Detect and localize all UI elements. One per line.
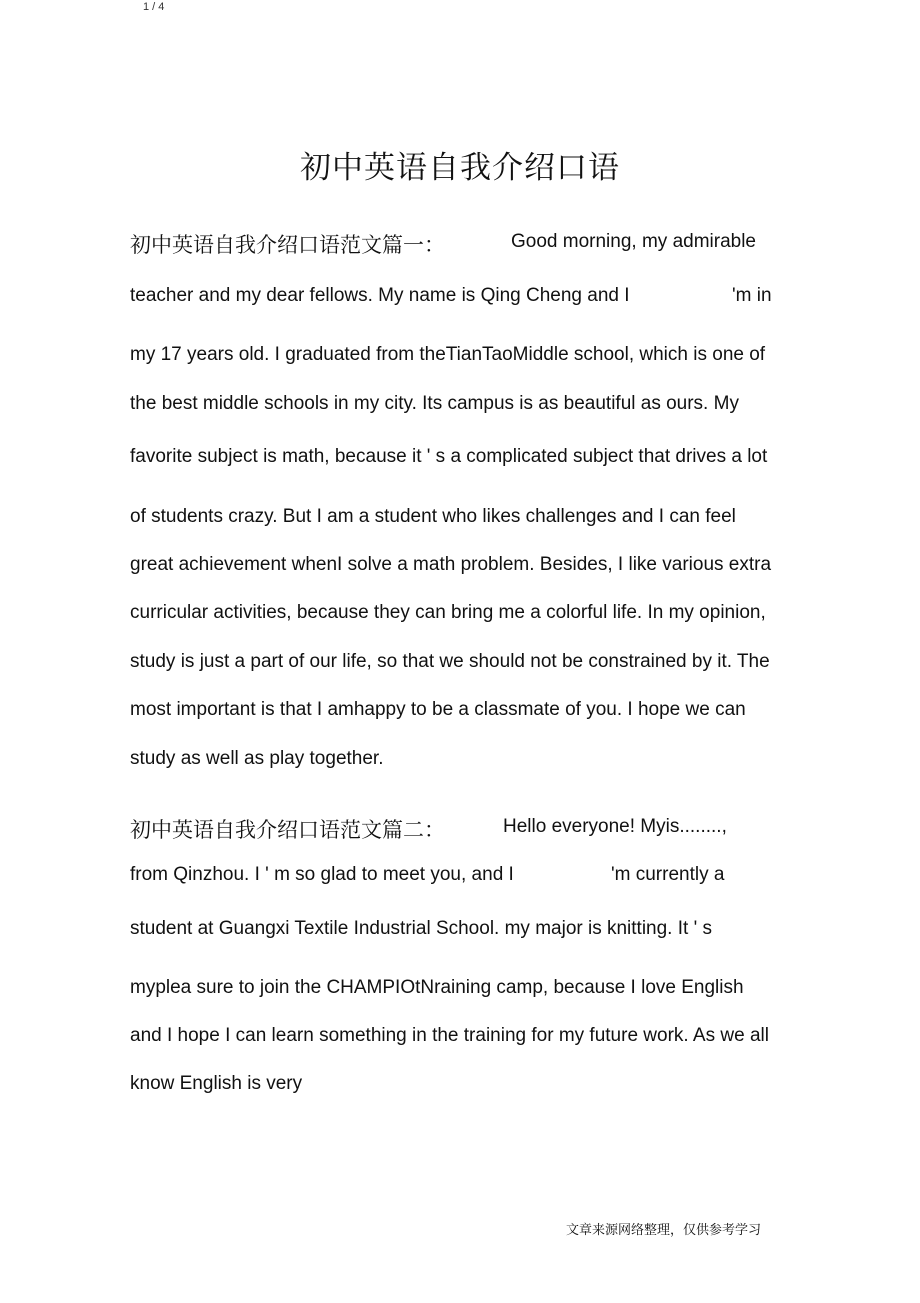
section2-line: student at Guangxi Textile Industrial School. my major is knitting. It ' s [130,918,712,939]
document-title: 初中英语自我介绍口语 [300,150,620,186]
section2-line: 'm currently a [611,864,725,885]
section1-line: study as well as play together. [130,748,384,769]
section1-heading: 初中英语自我介绍口语范文篇一： [130,233,445,257]
section1-line: teacher and my dear fellows. My name is Qing Cheng and I [130,285,630,306]
page-indicator: 1 / 4 [143,1,165,13]
section2-heading: 初中英语自我介绍口语范文篇二： [130,818,445,842]
section1-line: curricular activities, because they can bring me a colorful life. In my opinion, [130,602,766,623]
section2-line: and I hope I can learn something in the training for my future work. As we all [130,1025,769,1046]
footer-note: 文章来源网络整理，仅供参考学习 [566,1223,762,1238]
section1-line: Good morning, my admirable [511,231,756,252]
section1-line: great achievement whenI solve a math problem. Besides, I like various extra [130,554,772,575]
section1-line: favorite subject is math, because it ' s a complicated subject that drives a lot [130,446,768,467]
section1-line: study is just a part of our life, so that we should not be constrained by it. The [130,651,770,672]
section1-line: 'm in [732,285,772,306]
section2-line: myplea sure to join the CHAMPIOtNraining camp, because I love English [130,977,744,998]
section2-line: Hello everyone! Myis........, [503,816,727,837]
section1-line: most important is that I amhappy to be a classmate of you. I hope we can [130,699,746,720]
section1-line: my 17 years old. I graduated from theTianTaoMiddle school, which is one of [130,344,766,365]
section2-line: from Qinzhou. I ' m so glad to meet you, and I [130,864,514,885]
section1-line: of students crazy. But I am a student who likes challenges and I can feel [130,506,736,527]
section1-line: the best middle schools in my city. Its campus is as beautiful as ours. My [130,393,739,414]
section2-line: know English is very [130,1073,303,1094]
